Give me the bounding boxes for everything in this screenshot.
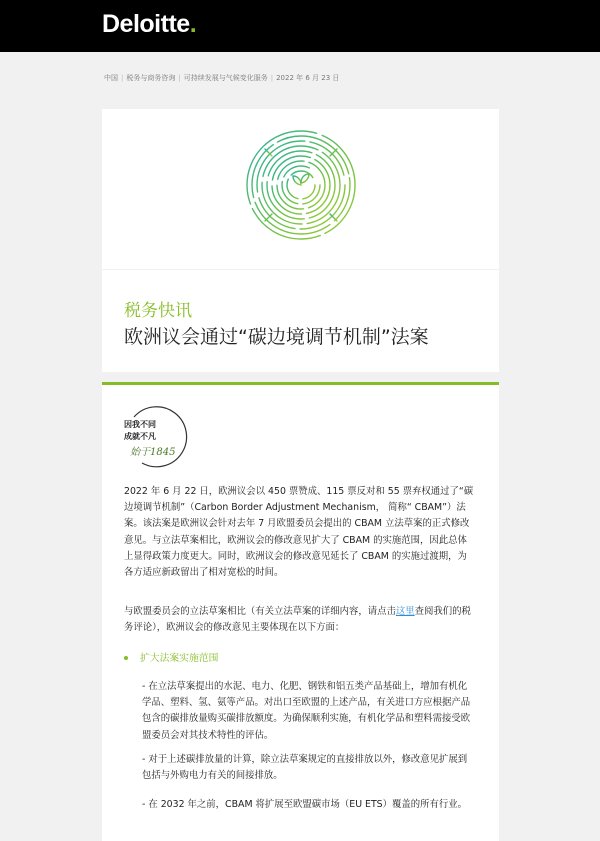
page-title: 欧洲议会通过“碳边境调节机制”法案 [124, 326, 429, 348]
logo-dot: . [189, 10, 197, 38]
breadcrumb-separator: | [178, 74, 181, 82]
breadcrumb-separator: | [270, 74, 274, 82]
breadcrumb-item-sustainability[interactable]: 可持续发展与气候变化服务 [183, 74, 268, 82]
sub-item-indirect-emissions: - 对于上述碳排放量的计算，除立法草案规定的直接排放以外，修改意见扩展到包括与外购电力有关的间接排放。 [142, 754, 468, 782]
maze-seedling-icon [245, 129, 357, 241]
bullet-item [124, 650, 218, 664]
hero-card [102, 109, 499, 269]
header-bar [0, 0, 600, 52]
comparison-text-after: 查阅我们的税务评论），欧洲议会的修改意见主要体现在以下方面： [124, 606, 471, 634]
breadcrumb [104, 73, 339, 83]
breadcrumb-item-country[interactable]: 中国 [104, 74, 118, 82]
badge-line2: 成就不凡 [124, 432, 156, 441]
badge-line1: 因我不同 [124, 420, 156, 429]
anniversary-badge [122, 405, 194, 471]
article-body [102, 385, 499, 841]
comparison-text-before: 与欧盟委员会的立法草案相比（有关立法草案的详细内容，请点击 [124, 606, 396, 617]
deloitte-logo[interactable] [102, 10, 196, 39]
here-link[interactable]: 这里 [395, 606, 415, 617]
breadcrumb-item-tax[interactable]: 税务与商务咨询 [126, 74, 176, 82]
newsletter-type: 税务快讯 [124, 301, 192, 321]
badge-line3: 始于1845 [130, 447, 176, 458]
sub-item-2032-scope: - 在 2032 年之前，CBAM 将扩展至欧盟碳市场（EU ETS）覆盖的所有行业。 [142, 799, 468, 810]
intro-paragraph: 2022 年 6 月 22 日，欧洲议会以 450 票赞成、115 票反对和 55 票弃权通过了“碳边境调节机制”（Carbon Border Adjustment Mechanism， 简称“ CBAM”）法案。该法案是欧洲议会针对去年 7 月欧盟委员会提出的 CBAM 立法草案的正式修改意见。与立法草案相比，欧洲议会的修改意见扩大了 CBAM 的实施范围，因此总体上显得政策力度更大。同时，欧洲议会的修改意见延长了 CBAM 的实施过渡期，为各方适应新政留出了相对宽松的时间。 [124, 486, 474, 579]
breadcrumb-date: 2022 年 6 月 23 日 [276, 74, 340, 82]
bullet-label: 扩大法案实施范围 [140, 653, 219, 664]
logo-text: Deloitte [102, 10, 190, 38]
sub-item-products: - 在立法草案提出的水泥、电力、化肥、钢铁和铝五类产品基础上，增加有机化学品、塑料、氢、氨等产品。对出口至欧盟的上述产品，有关进口方应根据产品包含的碳排放量购买碳排放额度。为确保顺利实施，有机化学品和塑料需接受欧盟委员会对其技术特性的评估。 [142, 681, 471, 741]
title-card [102, 270, 499, 372]
breadcrumb-separator: | [121, 74, 124, 82]
comparison-paragraph [124, 604, 474, 636]
bullet-dot-icon [124, 656, 128, 660]
